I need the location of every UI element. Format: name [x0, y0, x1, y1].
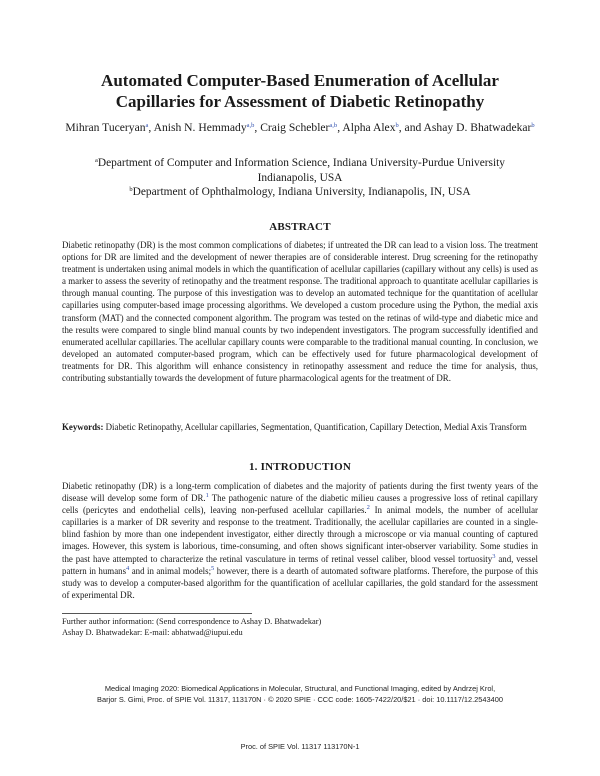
paper-title — [40, 70, 560, 112]
keywords — [62, 421, 538, 433]
intro-sentence: however, there is a dearth of automated software platforms. Therefore, the purpose of this study was to develop a computer-based algorithm for the quantification of acellular capillaries, the gold standard for the assessment of experimental DR. — [62, 565, 539, 600]
footnote-divider — [62, 613, 252, 614]
affiliation-text: Department of Ophthalmology, Indiana University, Indianapolis, IN, USA — [132, 186, 471, 198]
author-affiliation-mark: a,b — [246, 122, 255, 129]
author-separator: , — [337, 121, 343, 134]
author-name: Anish N. Hemmady — [153, 121, 247, 134]
affiliation-text: Department of Computer and Information Science, Indiana University-Purdue University — [97, 157, 505, 169]
copyright-line-1: Medical Imaging 2020: Biomedical Applications in Molecular, Structural, and Functional Imaging, edited by Andrzej Krol, — [104, 684, 496, 693]
footnote-author-info: Further author information: (Send correspondence to Ashay D. Bhatwadekar) — [62, 617, 322, 626]
author-affiliation-mark: b — [531, 122, 535, 129]
affiliation-mark: a — [95, 157, 98, 164]
intro-sentence: and in animal models; — [129, 565, 212, 576]
affiliation-mark: b — [129, 186, 133, 193]
page-number: Proc. of SPIE Vol. 11317 113170N-1 — [240, 742, 360, 751]
author-name: Ashay D. Bhatwadekar — [423, 121, 532, 134]
intro-sentence: The pathogenic nature of the diabetic milieu causes a progressive loss of retinal capillary cells (pericytes and endothelial cells), leaving non-perfused acellular capillaries. — [62, 493, 538, 516]
intro-sentence: Diabetic retinopathy (DR) is a long-term complication of diabetes and the majority of patients during the first twenty years of the disease will develop some form of DR. — [62, 481, 538, 504]
author-separator: , — [148, 121, 154, 134]
title-line-2: Capillaries for Assessment of Diabetic Retinopathy — [115, 92, 485, 111]
introduction-heading: 1. INTRODUCTION — [248, 461, 351, 473]
abstract-heading: ABSTRACT — [269, 221, 331, 233]
copyright-line-2: Barjor S. Gimi, Proc. of SPIE Vol. 11317, 113170N · © 2020 SPIE · CCC code: 1605-7422/20/$21 · doi: 10.1117/12.2543400 — [97, 695, 503, 704]
footnote-email: Ashay D. Bhatwadekar: E-mail: abhatwad@iupui.edu — [62, 628, 243, 637]
intro-sentence: In animal models, the number of acellular capillaries is a marker of DR severity and response to the treatment. Traditionally, the acellular capillaries are counted in a single-blind fashion by more than one independent investigator, either directly through a microscope or via manual counting of captured images. However, this system is laborious, time-consuming, and often shows significant inter-observer variability. Some studies in the past have attempted to characterize the retinal vasculature in terms of retinal vessel caliber, blood vessel tortuosity — [62, 505, 538, 564]
author-affiliation-mark: a,b — [329, 122, 338, 129]
author-separator: , and — [398, 121, 424, 134]
citation-link[interactable]: 5 — [211, 564, 215, 572]
keywords-label: Keywords: — [62, 422, 104, 432]
author-name: Craig Schebler — [260, 121, 330, 134]
author-name: Alpha Alex — [342, 121, 396, 134]
abstract-text: Diabetic retinopathy (DR) is the most common complications of diabetes; if untreated the DR can lead to a vision loss. The treatment options for DR are limited and the development of newer therapies are of considerable interest. Drug screening for the retinopathy treatment is undertaken using animal models in which the quantification of acellular capillaries (capillary without any cells) is used as a marker to assess the severity of retinopathy and the treatment response. The traditional approach to quantitate acellular capillaries is through manual counting. The purpose of this investigation was to develop an automated technique for the quantitation of acellular capillaries using computer-based image processing algorithms. We developed a custom procedure using the Python, the medial axis transform (MAT) and the connected component algorithm. The program was tested on the retinas of wild-type and diabetic mice and the results were compared to single blind manual counts by two independent investigators. The program successfully identified and enumerated acellular capillaries. The acellular capillary counts were comparable to the traditional manual counting. In conclusion, we developed an automated computer-based program, which can be effectively used for future pharmacological development of treatments for DR. This algorithm will enhance consistency in retinopathy assessment and reduce the time for analysis, thus, contributing substantially towards the development of future pharmacological agents for the treatment of DR. — [62, 240, 538, 384]
citation-link[interactable]: 3 — [492, 552, 496, 560]
keywords-text: Diabetic Retinopathy, Acellular capillaries, Segmentation, Quantification, Capillary Detection, Medial Axis Transform — [105, 422, 527, 432]
introduction-text — [62, 480, 538, 601]
citation-link[interactable]: 4 — [126, 564, 130, 572]
citation-link[interactable]: 2 — [366, 504, 370, 512]
author-affiliation-mark: a — [145, 122, 149, 129]
affiliation-b — [40, 185, 560, 200]
affiliation-a — [40, 156, 560, 186]
citation-link[interactable]: 1 — [205, 492, 209, 500]
copyright-notice — [40, 683, 560, 705]
author-name: Mihran Tuceryan — [65, 121, 146, 134]
title-line-1: Automated Computer-Based Enumeration of Acellular — [101, 71, 499, 90]
author-list — [60, 120, 540, 135]
intro-sentence: and, vessel pattern in humans — [62, 553, 538, 576]
affiliation-text: Indianapolis, USA — [257, 172, 343, 184]
author-affiliation-mark: b — [395, 122, 399, 129]
author-separator: , — [254, 121, 261, 134]
